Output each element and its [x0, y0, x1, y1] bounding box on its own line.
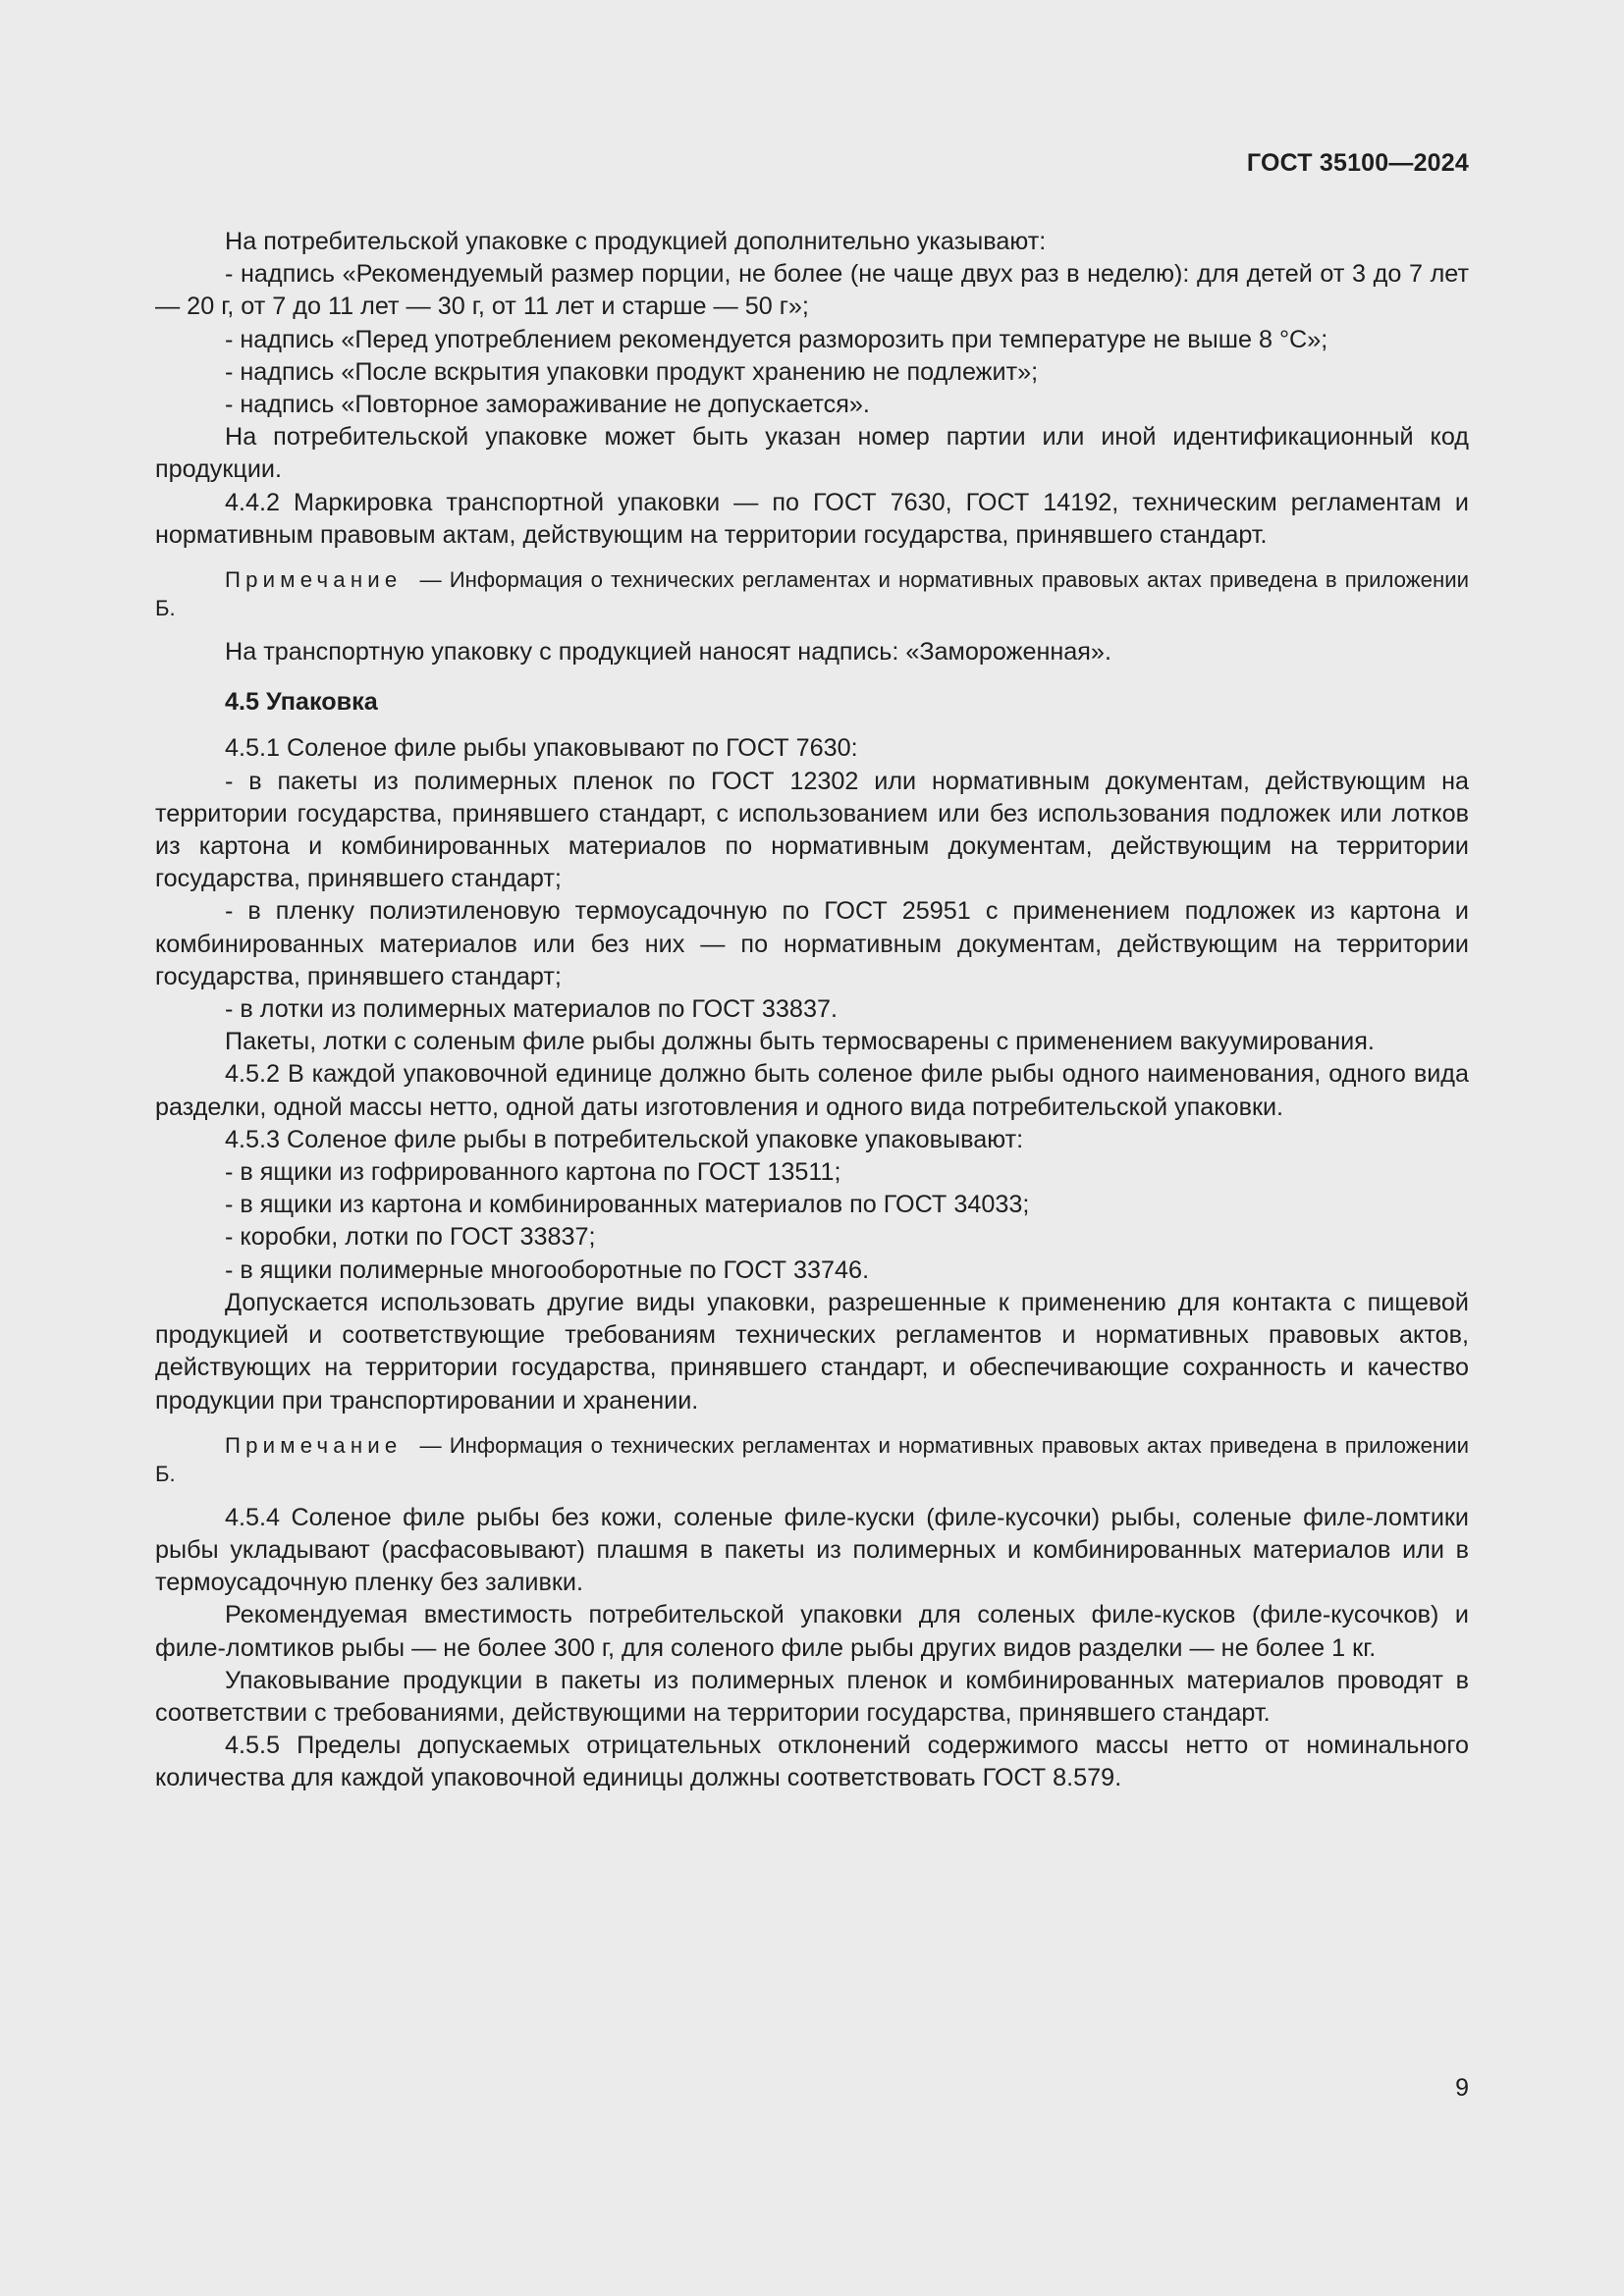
paragraph: Упаковывание продукции в пакеты из полимерных пленок и комбинированных материалов проводят в соответствии с требованиями, действующими на территории государства, принявшего стандарт. [155, 1666, 1469, 1727]
clause-4-5-2: 4.5.2 В каждой упаковочной единице должно быть соленое филе рыбы одного наименования, одного вида разделки, одной массы нетто, одной даты изготовления и одного вида потребительской упаковки. [155, 1060, 1469, 1121]
list-item: - в ящики из картона и комбинированных материалов по ГОСТ 34033; [225, 1191, 1030, 1219]
list-item: - коробки, лотки по ГОСТ 33837; [225, 1223, 596, 1252]
paragraph: Допускается использовать другие виды упаковки, разрешенные к применению для контакта с пищевой продукцией и соответствующие требованиям технических регламентов и нормативных правовых актов, действующих на территории государства, принявшего стандарт, и обеспечивающие сохранность и качество продукции при транспортировании и хранении. [155, 1288, 1469, 1415]
clause-4-5-1: 4.5.1 Соленое филе рыбы упаковывают по ГОСТ 7630: [225, 734, 858, 763]
list-item: - в ящики из гофрированного картона по ГОСТ 13511; [225, 1158, 841, 1187]
list-item: - в пленку полиэтиленовую термоусадочную по ГОСТ 25951 с применением подложек из картона и комбинированных материалов или без них — по нормативным документам, действующим на территории государства, принявшего стандарт; [155, 897, 1469, 990]
list-item: - надпись «После вскрытия упаковки продукт хранению не подлежит»; [225, 357, 1039, 386]
note-label: Примечание [225, 567, 403, 593]
clause-4-5-4: 4.5.4 Соленое филе рыбы без кожи, соленые филе-куски (филе-кусочки) рыбы, соленые филе-ломтики рыбы укладывают (расфасовывают) плашмя в пакеты из полимерных и комбинированных материалов или в термоусадочную пленку без заливки. [155, 1503, 1469, 1597]
paragraph: На потребительской упаковке с продукцией дополнительно указывают: [225, 228, 1047, 255]
paragraph: На потребительской упаковке может быть указан номер партии или иной идентификационный код продукции. [155, 423, 1469, 484]
list-item: - надпись «Рекомендуемый размер порции, не более (не чаще двух раз в неделю): для детей от 3 до 7 лет — 20 г, от 7 до 11 лет — 30 г, от 11 лет и старше — 50 г»; [155, 260, 1469, 321]
page-number: 9 [1455, 2074, 1469, 2102]
paragraph: Пакеты, лотки с соленым филе рыбы должны быть термосварены с применением вакуумирования. [225, 1028, 1375, 1056]
note-text: — Информация о технических регламентах и нормативных правовых актах приведена в приложении Б. [155, 567, 1469, 621]
list-item: - в пакеты из полимерных пленок по ГОСТ 12302 или нормативным документам, действующим на территории государства, принявшего стандарт, с использованием или без использования подложек или лотков из картона и комбинированных материалов по нормативным документам, действующим на территории государства, принявшего стандарт; [155, 767, 1469, 893]
clause-4-5-3: 4.5.3 Соленое филе рыбы в потребительской упаковке упаковывают: [225, 1125, 1024, 1153]
paragraph: На транспортную упаковку с продукцией наносят надпись: «Замороженная». [225, 638, 1111, 667]
note [155, 565, 1469, 622]
clause-4-5-5: 4.5.5 Пределы допускаемых отрицательных отклонений содержимого массы нетто от номинального количества для каждой упаковочной единицы должны соответствовать ГОСТ 8.579. [155, 1732, 1469, 1792]
paragraph: Рекомендуемая вместимость потребительской упаковки для соленых филе-кусков (филе-кусочков) и филе-ломтиков рыбы — не более 300 г, для соленого филе рыбы других видов разделки — не более 1 кг. [155, 1601, 1469, 1662]
list-item: - в лотки из полимерных материалов по ГОСТ 33837. [225, 995, 838, 1024]
page-content [155, 226, 1469, 1795]
list-item: - в ящики полимерные многооборотные по ГОСТ 33746. [225, 1255, 870, 1284]
note-label: Примечание [225, 1432, 403, 1458]
document-code-header: ГОСТ 35100—2024 [1246, 149, 1469, 177]
note [155, 1431, 1469, 1488]
section-heading: 4.5 Упаковка [225, 688, 378, 717]
note-text: — Информация о технических регламентах и нормативных правовых актах приведена в приложении Б. [155, 1432, 1469, 1486]
list-item: - надпись «Перед употреблением рекомендуется разморозить при температуре не выше 8 °С»; [225, 325, 1328, 353]
list-item: - надпись «Повторное замораживание не допускается». [225, 391, 870, 419]
clause-4-4-2: 4.4.2 Маркировка транспортной упаковки — по ГОСТ 7630, ГОСТ 14192, техническим регламентам и нормативным правовым актам, действующим на территории государства, принявшего стандарт. [155, 488, 1469, 549]
